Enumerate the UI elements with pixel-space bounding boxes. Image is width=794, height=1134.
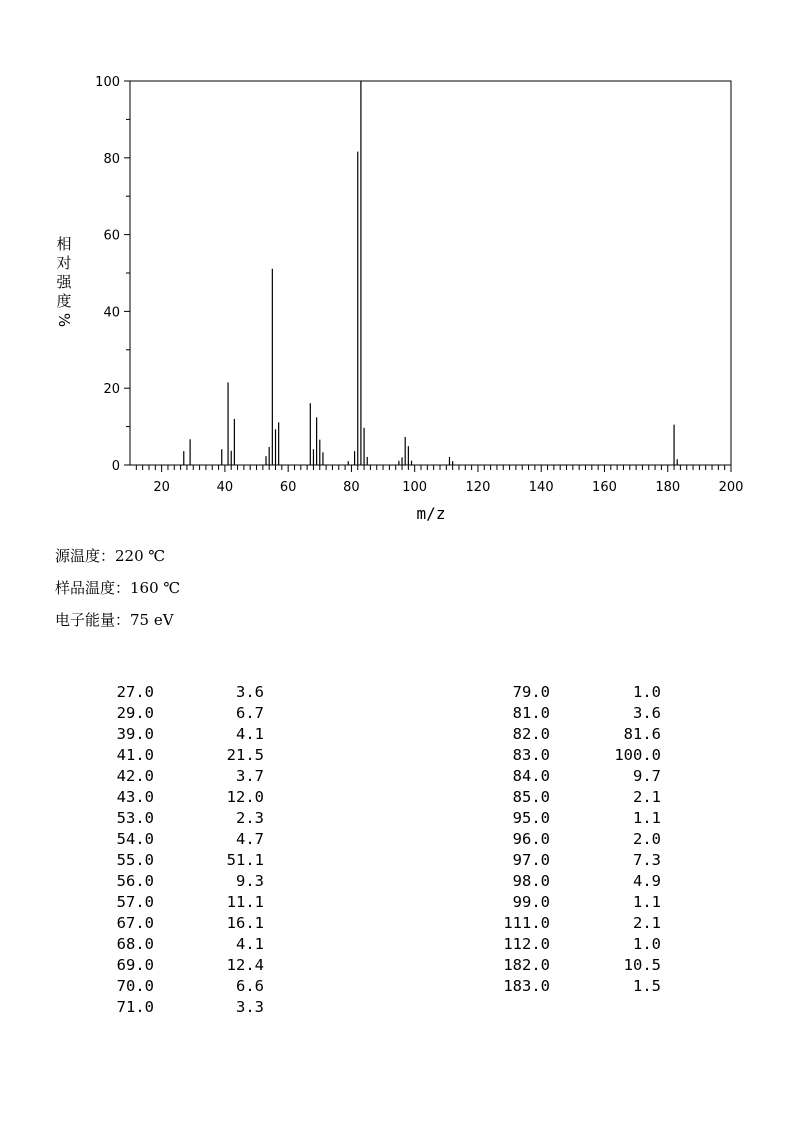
peak-abundance: 6.6: [236, 977, 264, 995]
electron-energy: 电子能量：75 eV: [55, 611, 174, 629]
y-tick-label: 60: [103, 228, 120, 244]
peak-abundance: 4.1: [236, 935, 264, 953]
peak-row: [488, 787, 661, 808]
peak-mz: 99.0: [512, 893, 550, 911]
peak-bars: [184, 81, 677, 465]
peak-mz: 39.0: [116, 725, 154, 743]
peak-mz: 112.0: [503, 935, 550, 953]
peak-mz: 43.0: [116, 788, 154, 806]
peak-mz: 79.0: [512, 683, 550, 701]
peak-mz: 68.0: [116, 935, 154, 953]
peak-abundance: 1.0: [633, 935, 661, 953]
peak-row: [100, 997, 264, 1018]
peak-abundance: 7.3: [633, 851, 661, 869]
peak-row: [100, 871, 264, 892]
peak-abundance: 4.7: [236, 830, 264, 848]
peak-mz: 82.0: [512, 725, 550, 743]
peak-row: [488, 934, 661, 955]
peak-mz: 55.0: [116, 851, 154, 869]
peak-table-left: [100, 682, 264, 1018]
peak-row: [100, 913, 264, 934]
peak-abundance: 3.6: [633, 704, 661, 722]
peak-abundance: 16.1: [226, 914, 264, 932]
peak-mz: 182.0: [503, 956, 550, 974]
peak-mz: 183.0: [503, 977, 550, 995]
y-axis-label-char: %: [55, 312, 73, 328]
peak-abundance: 2.1: [633, 914, 661, 932]
peak-mz: 57.0: [116, 893, 154, 911]
peak-row: [100, 955, 264, 976]
y-axis-label-char: 相: [56, 235, 72, 253]
peak-row: [100, 829, 264, 850]
peak-abundance: 2.1: [633, 788, 661, 806]
y-tick-label: 0: [111, 459, 120, 474]
x-tick-label: 200: [718, 480, 744, 495]
peak-mz: 67.0: [116, 914, 154, 932]
peak-row: [100, 745, 264, 766]
peak-mz: 97.0: [512, 851, 550, 869]
peak-abundance: 12.0: [226, 788, 264, 806]
peak-mz: 56.0: [116, 872, 154, 890]
peak-mz: 27.0: [116, 683, 154, 701]
peak-mz: 41.0: [116, 746, 154, 764]
mass-spectrum-chart: [0, 0, 794, 540]
peak-row: [100, 787, 264, 808]
y-axis-label-char: 强: [56, 273, 72, 291]
peak-abundance: 4.1: [236, 725, 264, 743]
y-tick-label: 20: [103, 382, 120, 398]
peak-row: [100, 934, 264, 955]
y-tick-label: 40: [103, 305, 120, 321]
x-axis-label: m/z: [416, 504, 446, 523]
peak-abundance: 81.6: [623, 725, 661, 743]
peak-row: [488, 850, 661, 871]
peak-abundance: 1.1: [633, 809, 661, 827]
peak-row: [100, 850, 264, 871]
peak-mz: 53.0: [116, 809, 154, 827]
peak-row: [488, 745, 661, 766]
peak-mz: 29.0: [116, 704, 154, 722]
source-temperature: 源温度：220 ℃: [55, 547, 166, 565]
peak-mz: 42.0: [116, 767, 154, 785]
peak-row: [488, 703, 661, 724]
x-tick-label: 80: [343, 480, 360, 495]
peak-abundance: 3.7: [236, 767, 264, 785]
peak-mz: 96.0: [512, 830, 550, 848]
x-tick-label: 140: [528, 480, 554, 495]
peak-abundance: 1.0: [633, 683, 661, 701]
peak-mz: 85.0: [512, 788, 550, 806]
peak-row: [488, 913, 661, 934]
peak-row: [488, 808, 661, 829]
peak-abundance: 12.4: [226, 956, 264, 974]
peak-abundance: 1.1: [633, 893, 661, 911]
peak-mz: 95.0: [512, 809, 550, 827]
peak-row: [100, 976, 264, 997]
peak-row: [488, 871, 661, 892]
peak-row: [100, 724, 264, 745]
y-tick-label: 80: [103, 151, 120, 167]
x-tick-label: 20: [153, 480, 170, 495]
peak-row: [100, 766, 264, 787]
peak-row: [488, 682, 661, 703]
peak-abundance: 1.5: [633, 977, 661, 995]
plot-frame: [130, 81, 731, 465]
x-tick-label: 120: [465, 480, 491, 495]
x-tick-label: 40: [216, 480, 234, 495]
peak-mz: 69.0: [116, 956, 154, 974]
peak-row: [488, 724, 661, 745]
peak-mz: 111.0: [503, 914, 550, 932]
y-tick-label: 100: [95, 75, 120, 90]
x-tick-label: 180: [655, 480, 681, 495]
peak-mz: 54.0: [116, 830, 154, 848]
x-tick-label: 160: [592, 480, 617, 495]
peak-row: [100, 703, 264, 724]
peak-abundance: 2.3: [236, 809, 264, 827]
peak-row: [488, 955, 661, 976]
y-axis-label-char: 对: [56, 254, 72, 272]
y-axis-label-char: 度: [56, 292, 72, 310]
peak-row: [488, 766, 661, 787]
peak-mz: 98.0: [512, 872, 550, 890]
x-axis: [136, 465, 743, 495]
peak-row: [488, 829, 661, 850]
peak-abundance: 9.7: [633, 767, 661, 785]
y-axis-label: [55, 235, 73, 327]
peak-abundance: 21.5: [226, 746, 264, 764]
peak-row: [100, 682, 264, 703]
peak-abundance: 10.5: [623, 956, 661, 974]
peak-row: [488, 976, 661, 997]
peak-mz: 70.0: [116, 977, 154, 995]
x-tick-label: 100: [402, 480, 428, 495]
peak-table-right: [488, 682, 661, 997]
peak-abundance: 11.1: [226, 893, 264, 911]
sample-temperature: 样品温度：160 ℃: [55, 579, 181, 597]
peak-row: [488, 892, 661, 913]
peak-abundance: 2.0: [633, 830, 661, 848]
peak-mz: 81.0: [512, 704, 550, 722]
y-axis: [95, 75, 130, 474]
peak-mz: 71.0: [116, 998, 154, 1016]
acquisition-conditions: [55, 544, 180, 640]
peak-mz: 84.0: [512, 767, 550, 785]
peak-abundance: 9.3: [236, 872, 264, 890]
peak-abundance: 100.0: [614, 746, 661, 764]
peak-abundance: 6.7: [236, 704, 264, 722]
peak-row: [100, 892, 264, 913]
peak-abundance: 51.1: [226, 851, 264, 869]
peak-mz: 83.0: [512, 746, 550, 764]
peak-abundance: 3.3: [236, 998, 264, 1016]
peak-abundance: 3.6: [236, 683, 264, 701]
x-tick-label: 60: [279, 480, 297, 495]
peak-abundance: 4.9: [633, 872, 661, 890]
peak-row: [100, 808, 264, 829]
